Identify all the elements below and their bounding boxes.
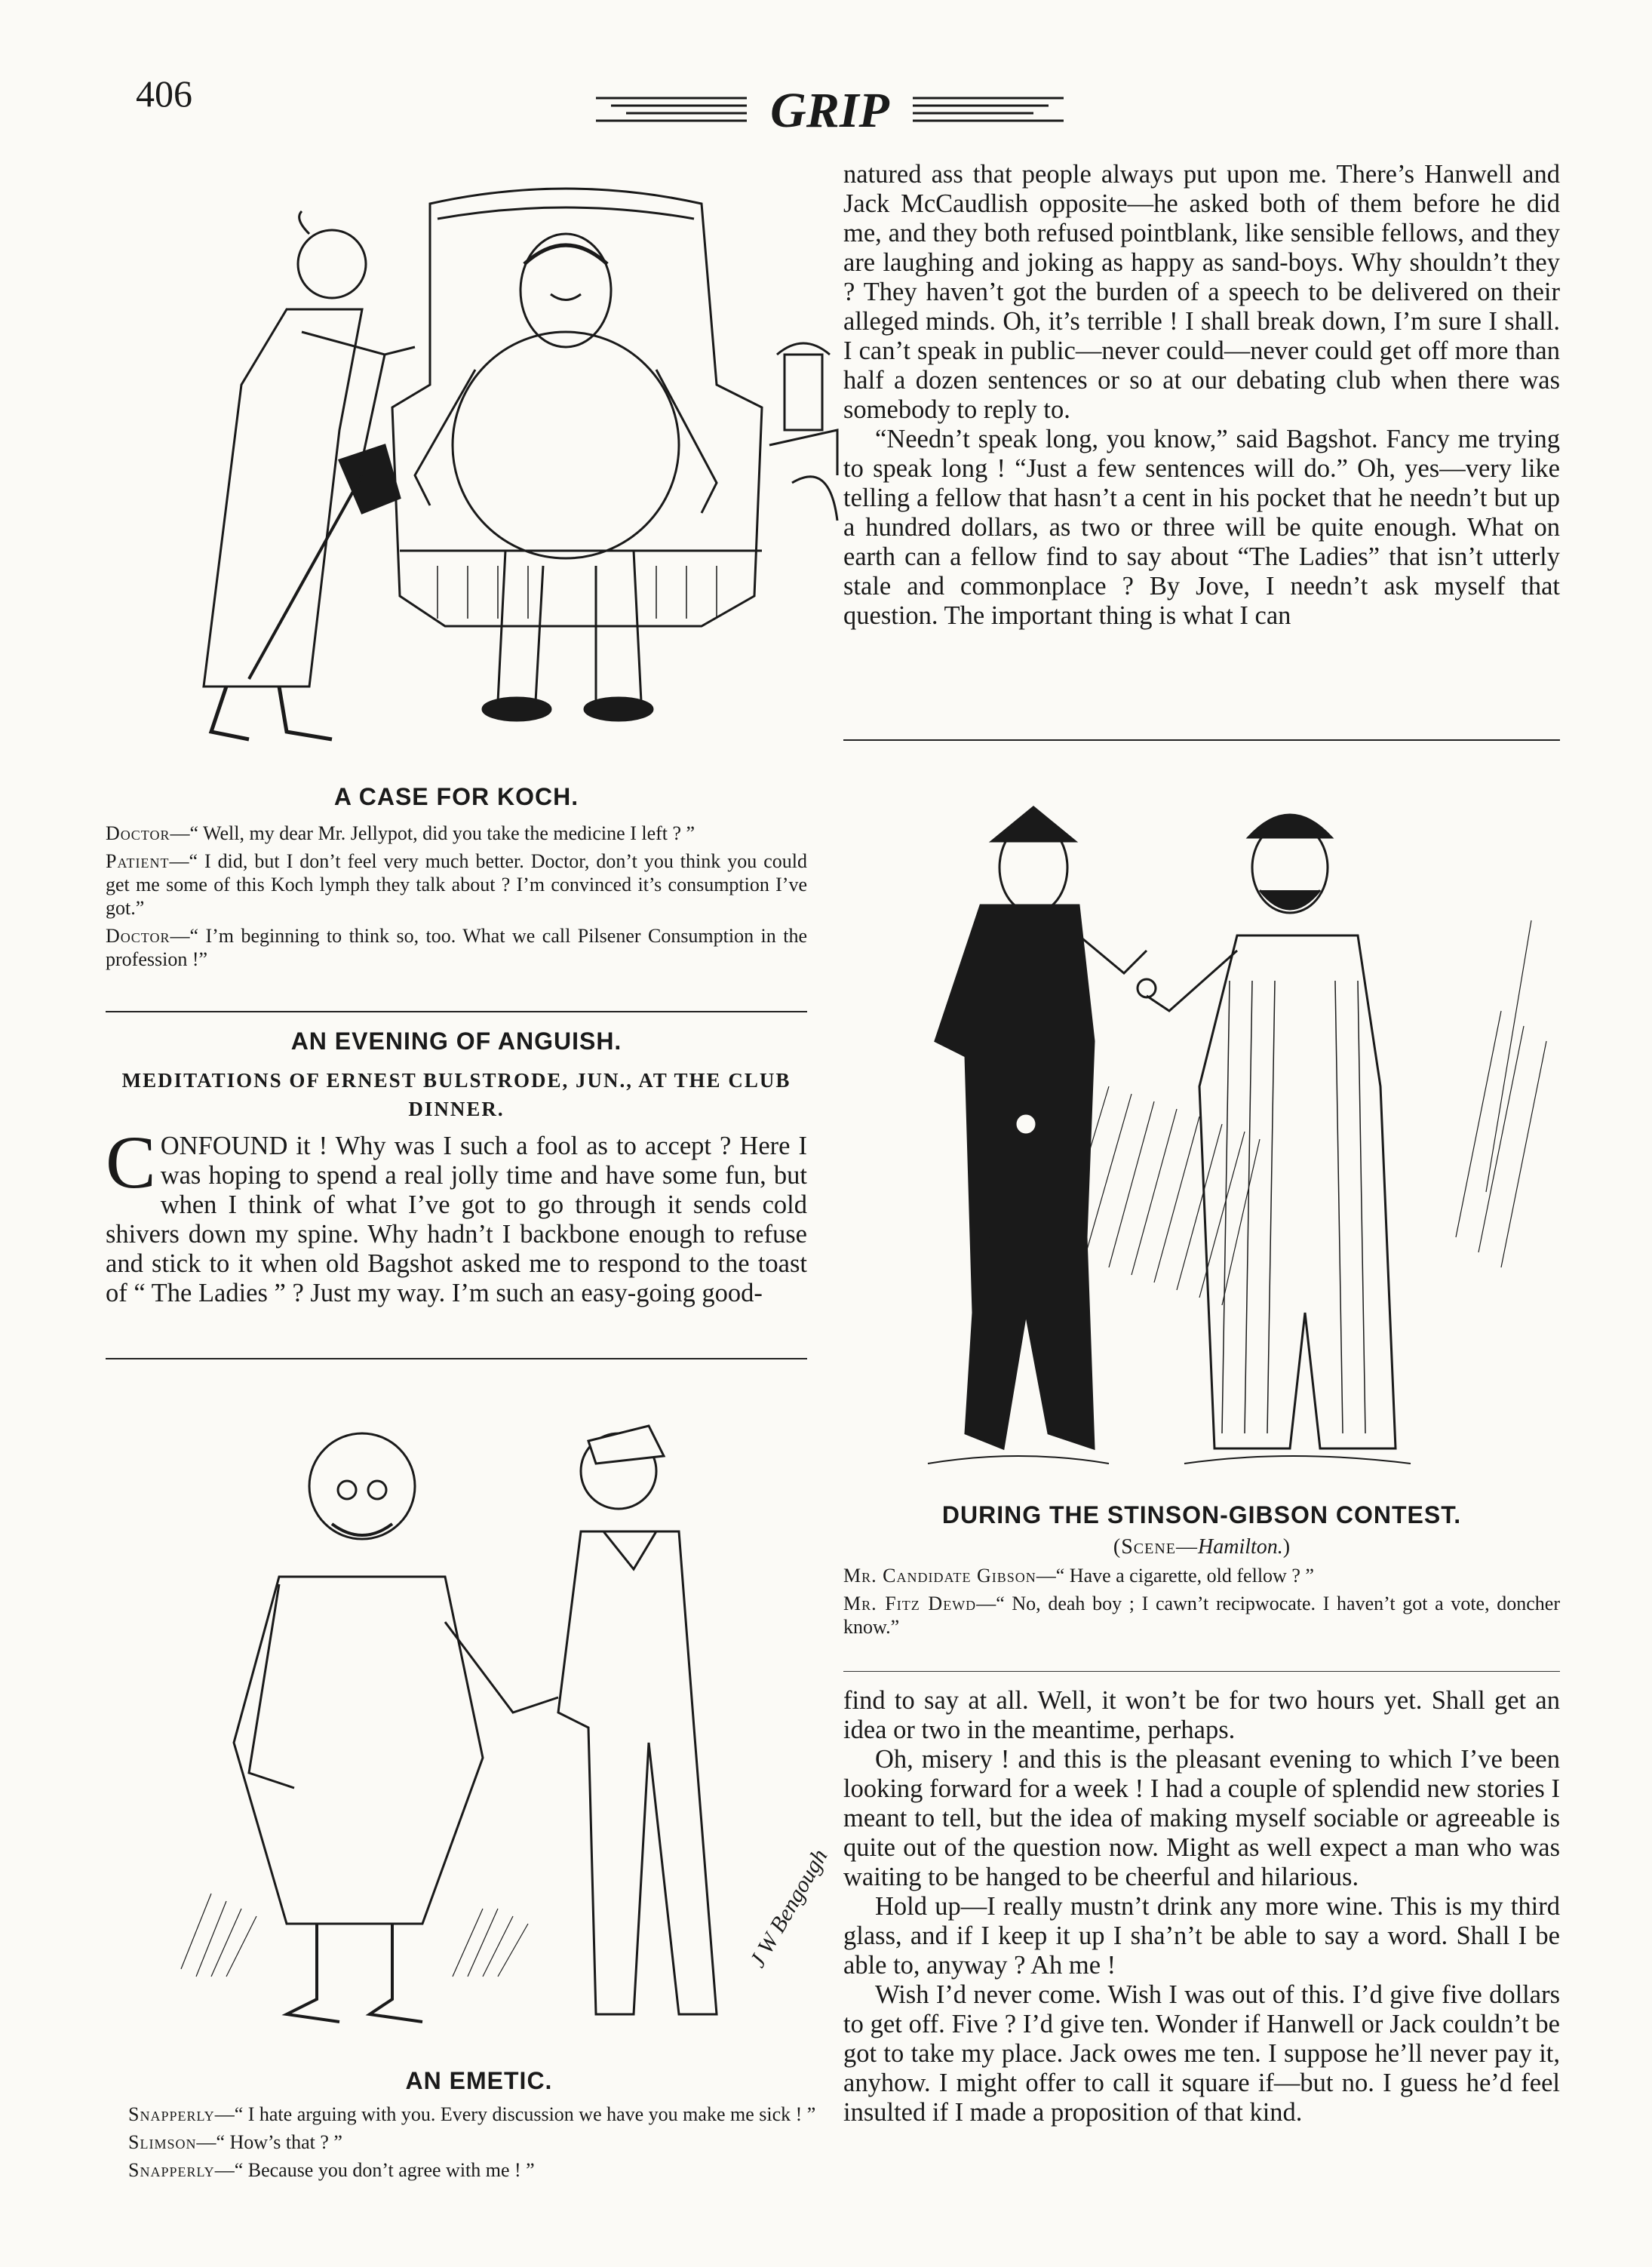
- speaker-label: Doctor: [106, 822, 170, 844]
- masthead-rules-graphic: [581, 75, 1079, 143]
- cartoon-contest-title: DURING THE STINSON-GIBSON CONTEST.: [941, 1501, 1462, 1528]
- divider: [843, 739, 1560, 741]
- dialogue-text: —“ Well, my dear Mr. Jellypot, did you take the medicine I left ? ”: [170, 822, 695, 844]
- dialogue-text: —“ How’s that ? ”: [196, 2131, 342, 2153]
- article-header: [106, 1028, 807, 1123]
- dialogue-text: —“ I’m beginning to think so, too. What we call Pilsener Consumption in the profession !”: [106, 925, 807, 970]
- caption-line: [128, 2158, 830, 2182]
- dialogue-text: —“ I did, but I don’t feel very much better. Doctor, don’t you think you could get me some of this Koch lymph they talk about ? I’m convinced it’s consumption I’ve got.”: [106, 850, 807, 919]
- article-paragraph: natured ass that people always put upon me. There’s Hanwell and Jack McCaudlish opposite—he asked both of them before he did me, and they both refused pointblank, like sensible fellows, and they are laughing and joking as happy as sand-boys. Why shouldn’t they ? They haven’t got the burden of a speech to be delivered on their alleged minds. Oh, it’s terrible ! I shall break down, I’m sure I shall. I can’t speak in public—never could—never could get off more than half a dozen sentences or so at our debating club when there was somebody to reply to.: [843, 160, 1560, 424]
- scene-close: ): [1282, 1535, 1291, 1559]
- page-number: 406: [136, 72, 192, 115]
- speaker-label: Doctor: [106, 925, 170, 947]
- article-paragraph: Hold up—I really mustn’t drink any more wine. This is my third glass, and if I keep it up I sha’n’t be able to say a word. Shall I be able to, anyway ? Ah me !: [843, 1892, 1560, 1980]
- cartoon-emetic-image: [136, 1396, 833, 2060]
- article-body-left: [106, 1120, 807, 1308]
- scene-line: [843, 1535, 1560, 1559]
- cartoon-emetic-title: AN EMETIC.: [405, 2067, 553, 2094]
- cartoon-emetic-caption: [128, 2067, 830, 2186]
- caption-line: [128, 2130, 830, 2154]
- speaker-label: Snapperly: [128, 2159, 215, 2181]
- article-paragraph: find to say at all. Well, it won’t be for two hours yet. Shall get an idea or two in the meantime, perhaps.: [843, 1686, 1560, 1744]
- speaker-label: Slimson: [128, 2131, 197, 2153]
- masthead: [581, 75, 1079, 143]
- article-paragraph: “Needn’t speak long, you know,” said Bagshot. Fancy me trying to speak long ! “Just a few sentences will do.” Oh, yes—very like telling a fellow that hasn’t a cent in his pocket that he needn’t but up a hundred dollars, as two or three will be quite enough. What on earth can a fellow find to say about “The Ladies” that isn’t utterly stale and commonplace ? By Jove, I needn’t ask myself that question. The important thing is what I can: [843, 425, 1560, 630]
- drop-cap: C: [106, 1120, 156, 1204]
- cartoon-contest-caption: [843, 1501, 1560, 1643]
- article-subtitle: MEDITATIONS OF ERNEST BULSTRODE, JUN., AT THE CLUB DINNER.: [121, 1069, 791, 1120]
- divider: [106, 1011, 807, 1012]
- caption-line: [106, 924, 807, 971]
- article-title: AN EVENING OF ANGUISH.: [290, 1028, 622, 1055]
- caption-line: [843, 1564, 1560, 1587]
- article-body-right-top: [843, 160, 1560, 631]
- caption-line: [128, 2103, 830, 2126]
- cartoon-koch-caption: [106, 783, 807, 975]
- article-paragraph: [106, 1120, 807, 1308]
- speaker-label: Patient: [106, 850, 170, 872]
- article-text: ONFOUND it ! Why was I such a fool as to accept ? Here I was hoping to spend a real jolly time and have some fun, but when I think of what I’ve got to go through it sends cold shivers down my spine. Why hadn’t I backbone enough to refuse and stick to it when old Bagshot asked me to respond to the toast of “ The Ladies ” ? Just my way. I’m such an easy-going good-: [106, 1132, 807, 1307]
- masthead-title: GRIP: [770, 83, 889, 138]
- scene-label: (Scene—: [1113, 1535, 1198, 1559]
- dialogue-text: —“ I hate arguing with you. Every discussion we have you make me sick ! ”: [214, 2103, 816, 2125]
- article-paragraph: Oh, misery ! and this is the pleasant evening to which I’ve been looking forward for a week ! I had a couple of splendid new stories I meant to tell, but the idea of making myself sociable or agreeable is quite out of the question now. Might as well expect a man who was waiting to be hanged to be cheerful and hilarious.: [843, 1745, 1560, 1891]
- speaker-label: Snapperly: [128, 2103, 215, 2125]
- article-paragraph: Wish I’d never come. Wish I was out of this. I’d give five dollars to get off. Five ? I’d give ten. Wonder if Hanwell or Jack couldn’t be got to take my place. Jack owes me ten. I suppose he’ll never pay it, anyhow. I might offer to call it square if—but no. I guess he’d feel insulted if I made a proposition of that kind.: [843, 1980, 1560, 2127]
- dialogue-text: —“ Have a cigarette, old fellow ? ”: [1036, 1565, 1314, 1587]
- caption-line: [106, 849, 807, 920]
- cartoon-koch-title: A CASE FOR KOCH.: [333, 783, 579, 810]
- divider: [106, 1358, 807, 1359]
- caption-line: [843, 1592, 1560, 1639]
- cartoon-doctor-patient-image: [113, 158, 837, 777]
- caption-line: [106, 822, 807, 845]
- article-body-right-bottom: [843, 1686, 1560, 2127]
- dialogue-text: —“ Because you don’t agree with me ! ”: [214, 2159, 535, 2181]
- speaker-label: Mr. Fitz Dewd: [843, 1593, 977, 1614]
- scene-place: Hamilton.: [1198, 1535, 1283, 1559]
- artist-signature: J W Bengough: [745, 1845, 833, 1972]
- speaker-label: Mr. Candidate Gibson: [843, 1565, 1036, 1587]
- divider: [843, 1671, 1560, 1672]
- cartoon-contest-image: [867, 785, 1569, 1486]
- dialogue-text: —“ No, deah boy ; I cawn’t recipwocate. I haven’t got a vote, doncher know.”: [843, 1593, 1561, 1638]
